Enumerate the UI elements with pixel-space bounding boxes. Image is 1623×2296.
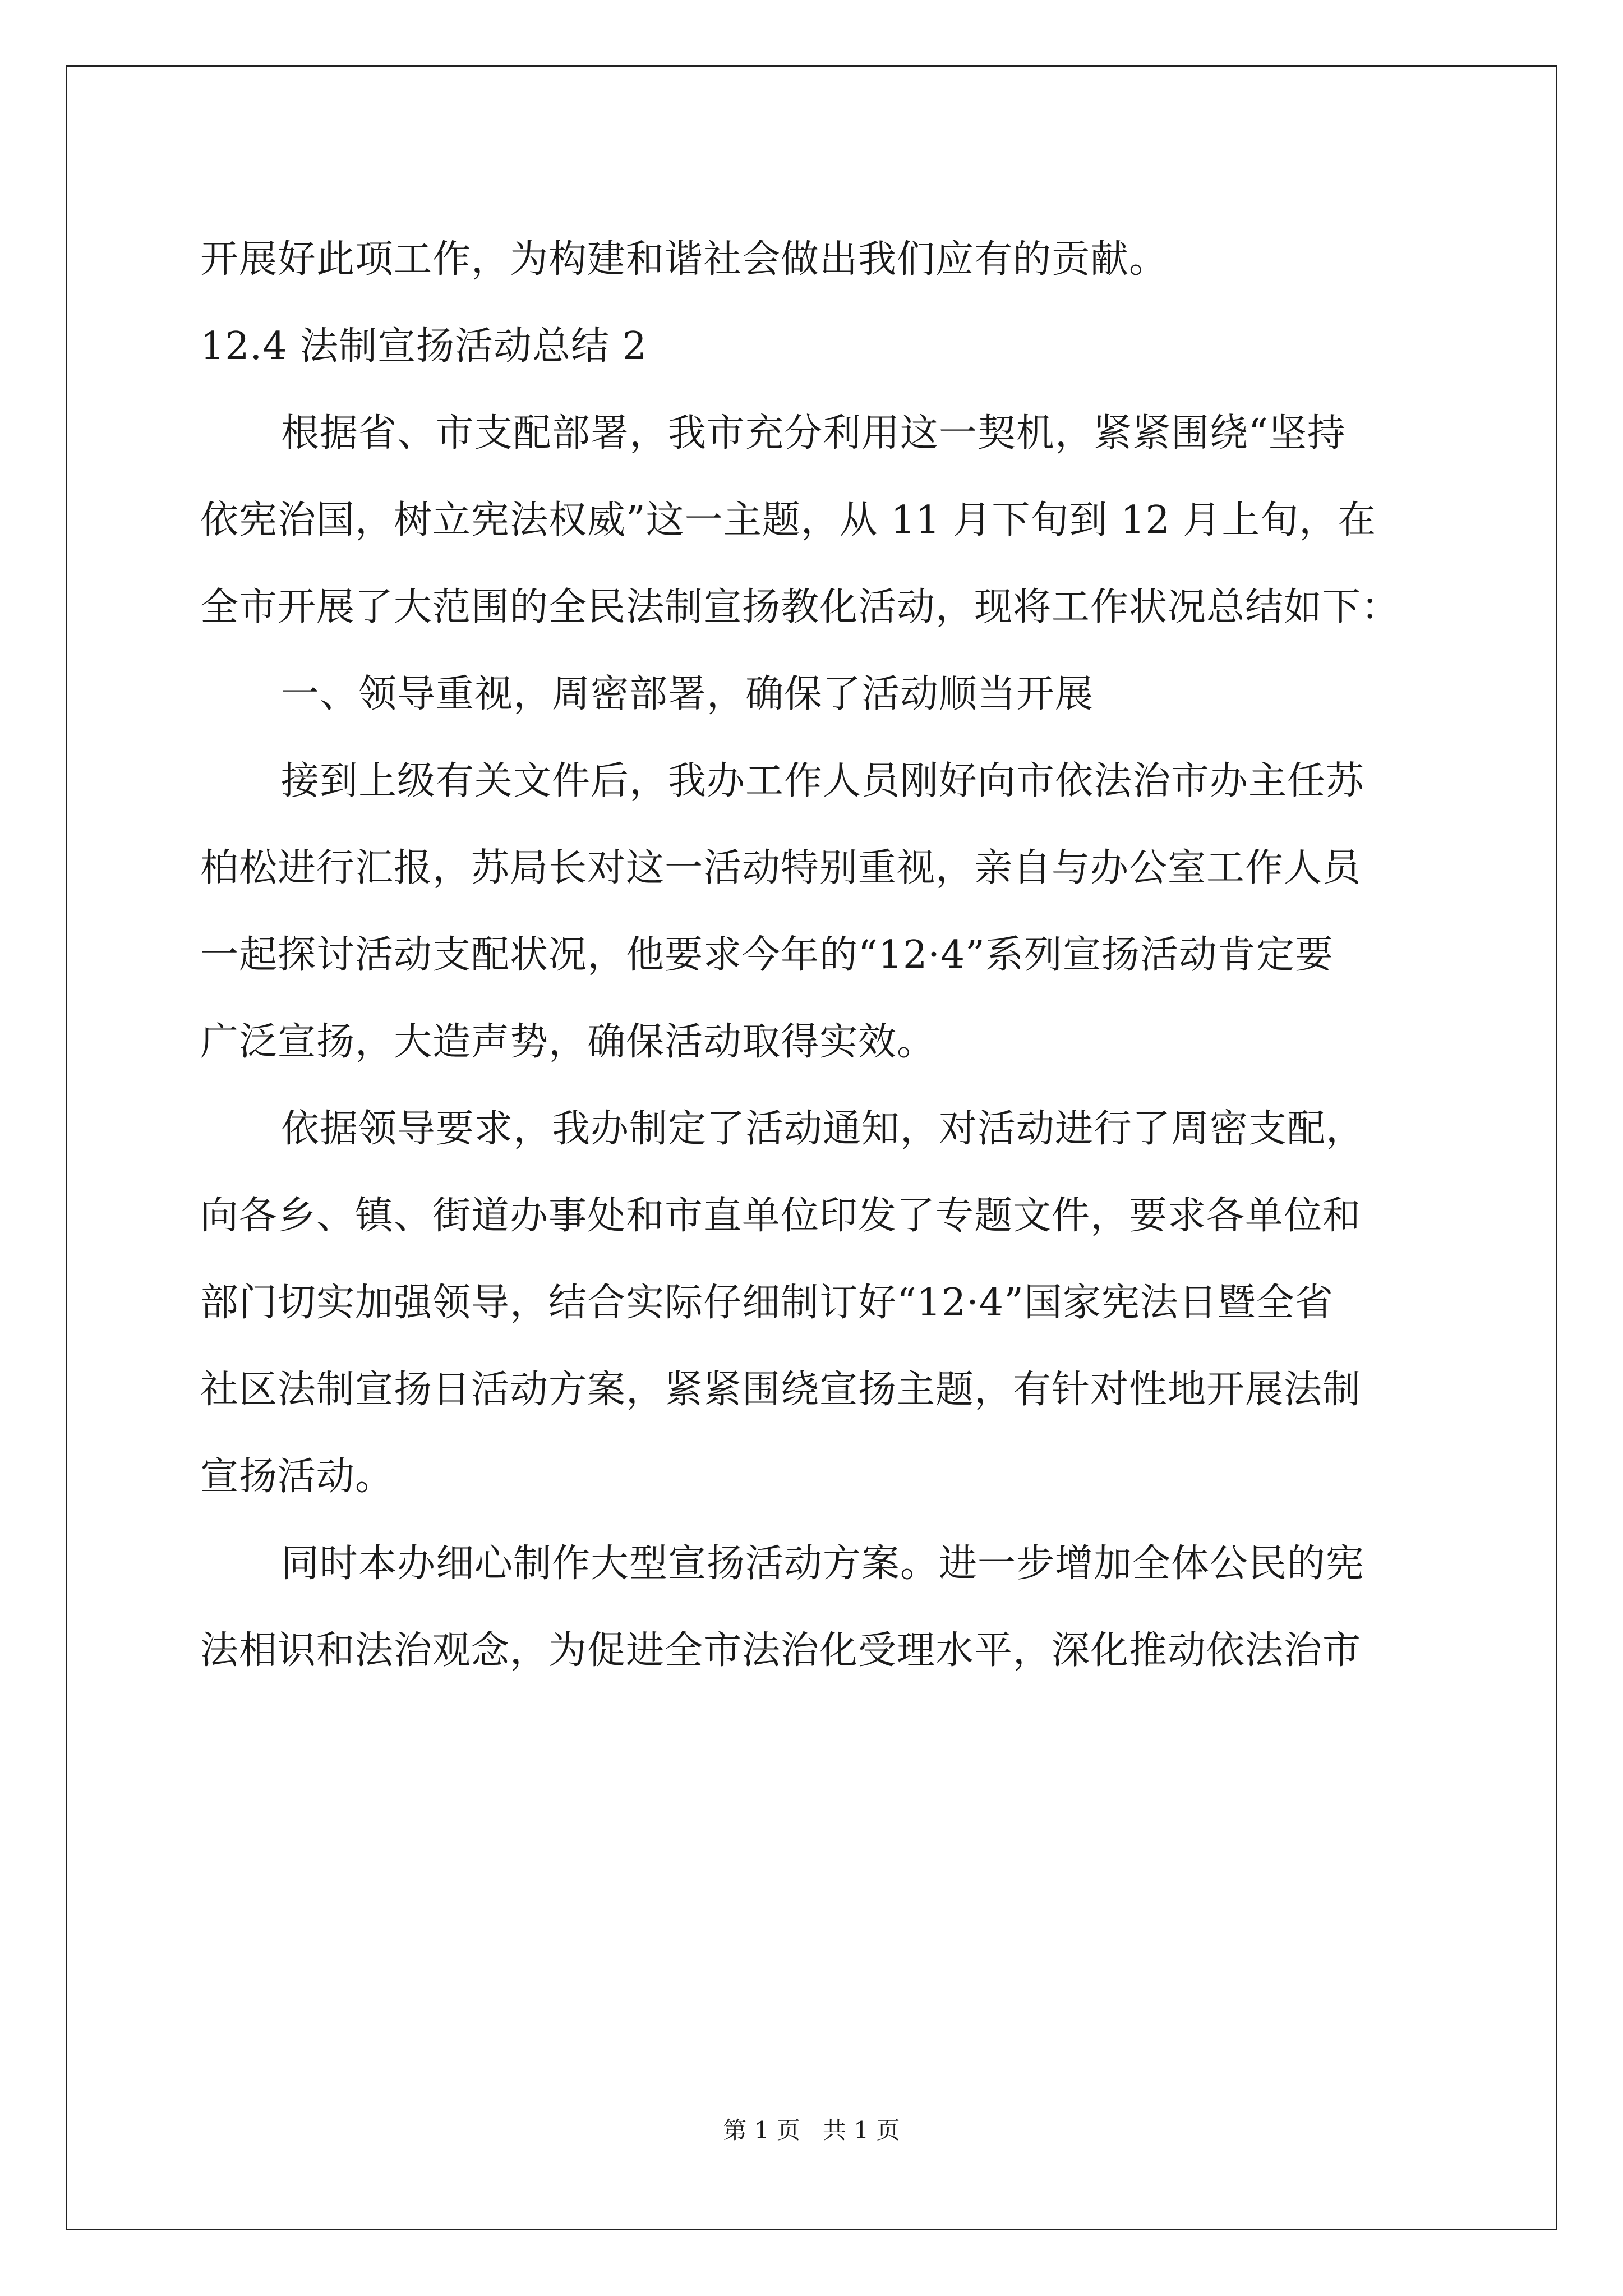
text-line: 宣扬活动。 (200, 1455, 394, 1499)
text-line: 全市开展了大范围的全民法制宣扬教化活动，现将工作状况总结如下： (200, 585, 1400, 629)
text-line: 接到上级有关文件后，我办工作人员刚好向市依法治市办主任苏 (281, 759, 1365, 803)
section-heading: 12.4 法制宣扬活动总结 2 (200, 324, 647, 369)
page-number: 第 1 页 共 1 页 (723, 2116, 900, 2144)
text-line: 根据省、市支配部署，我市充分利用这一契机，紧紧围绕“坚持 (281, 411, 1346, 455)
text-line: 一起探讨活动支配状况，他要求今年的“12·4”系列宣扬活动肯定要 (200, 933, 1334, 977)
document-body (200, 216, 1434, 1694)
text-line: 向各乡、镇、街道办事处和市直单位印发了专题文件，要求各单位和 (200, 1194, 1362, 1238)
text-line: 法相识和法治观念，为促进全市法治化受理水平，深化推动依法治市 (200, 1628, 1362, 1673)
text-line: 依据领导要求，我办制定了活动通知，对活动进行了周密支配， (281, 1107, 1365, 1151)
text-line: 同时本办细心制作大型宣扬活动方案。进一步增加全体公民的宪 (281, 1542, 1365, 1586)
page-footer (0, 2115, 1623, 2146)
text-line: 广泛宣扬，大造声势，确保活动取得实效。 (200, 1020, 936, 1064)
text-line: 开展好此项工作，为构建和谐社会做出我们应有的贡献。 (200, 237, 1168, 282)
subsection-heading: 一、领导重视，周密部署，确保了活动顺当开展 (281, 672, 1094, 716)
text-line: 依宪治国，树立宪法权威”这一主题，从 11 月下旬到 12 月上旬，在 (200, 498, 1377, 542)
text-line: 柏松进行汇报，苏局长对这一活动特别重视，亲自与办公室工作人员 (200, 846, 1362, 890)
text-line: 社区法制宣扬日活动方案，紧紧围绕宣扬主题，有针对性地开展法制 (200, 1368, 1362, 1412)
text-line: 部门切实加强领导，结合实际仔细制订好“12·4”国家宪法日暨全省 (200, 1281, 1334, 1325)
